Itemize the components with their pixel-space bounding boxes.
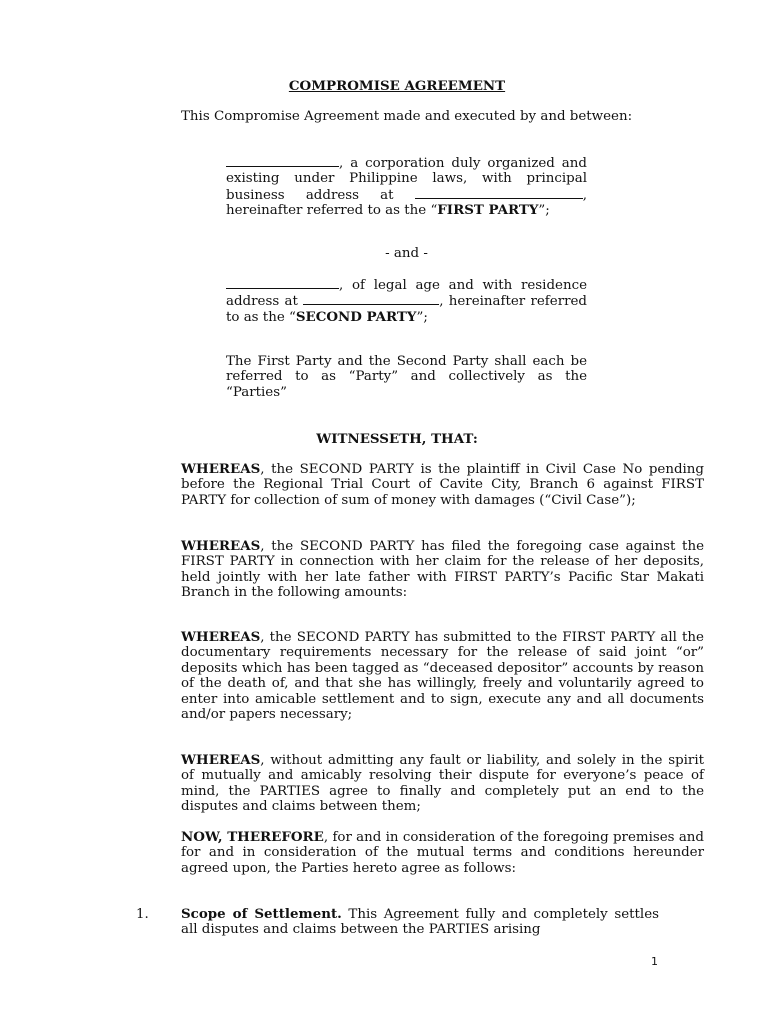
clause-text: This Agreement fully and completely settles all disputes and claims between the PARTIES arising — [181, 907, 659, 938]
whereas-text: , the SECOND PARTY is the plaintiff in Civil Case No pending before the Regional Trial Court of Cavite City, Branch 6 against FIRST PARTY for collection of sum of money with damages (“Civil Case”); — [181, 462, 704, 508]
parties-definition-text: The First Party and the Second Party shall each be referred to as “Party” and collectively as the “Parties” — [226, 354, 587, 400]
whereas-clause-4 — [136, 753, 704, 815]
second-party-referral: , hereinafter referred to as the “ — [226, 294, 587, 325]
first-party-paragraph — [226, 155, 587, 219]
whereas-label: WHEREAS — [181, 752, 261, 768]
now-therefore-text: , for and in consideration of the foregoing premises and for and in consideration of the mutual terms and conditions hereunder agreed upon, the Parties hereto agree as follows: — [181, 830, 704, 876]
whereas-label: WHEREAS — [181, 538, 261, 554]
witnesseth-heading: WITNESSETH, THAT: — [316, 431, 478, 447]
page-number: 1 — [651, 955, 658, 968]
whereas-text: , the SECOND PARTY has filed the foregoing case against the FIRST PARTY in connection with her claim for the release of her deposits, held jointly with her late father with FIRST PARTY’s Pacific Star Makati Branch in the following amounts: — [181, 539, 704, 601]
first-party-referral: , hereinafter referred to as the “ — [226, 187, 588, 219]
parties-definition — [226, 354, 587, 400]
first-party-name-blank — [226, 155, 339, 167]
whereas-clause-3 — [136, 630, 704, 722]
whereas-text: , without admitting any fault or liability, and solely in the spirit of mutually and amicably resolving their dispute for everyone’s peace of mind, the PARTIES agree to finally and completely put an end to the disputes and claims between them; — [181, 753, 704, 815]
and-divider: - and - — [385, 246, 428, 261]
whereas-label: WHEREAS — [181, 629, 261, 645]
first-party-address-blank — [415, 187, 583, 199]
clause-1-paragraph — [181, 907, 659, 938]
intro-text: This Compromise Agreement made and executed by and between: — [181, 109, 633, 124]
whereas-clause-2 — [136, 539, 704, 601]
second-party-label: SECOND PARTY — [295, 308, 417, 325]
whereas-label: WHEREAS — [181, 461, 261, 477]
second-party-name-blank — [226, 277, 339, 289]
clause-number: 1. — [136, 907, 149, 922]
now-therefore-label: NOW, THEREFORE — [181, 829, 324, 845]
clause-heading: Scope of Settlement. — [181, 906, 342, 922]
whereas-text: , the SECOND PARTY has submitted to the FIRST PARTY all the documentary requirements necessary for the release of said joint “or” deposits which has been tagged as “deceased depositor” accounts by reason of the death of, and that she has willingly, freely and voluntarily agreed to enter into amicable settlement and to sign, execute any and all documents and/or papers necessary; — [181, 630, 704, 723]
intro-paragraph — [136, 109, 704, 124]
whereas-clause-1 — [136, 462, 704, 508]
first-party-text: , a corporation duly organized and existing under Philippine laws, with principal business address at — [226, 156, 587, 203]
second-party-paragraph — [226, 277, 587, 325]
document-title: COMPROMISE AGREEMENT — [288, 78, 506, 94]
first-party-end: ”; — [538, 203, 550, 219]
second-party-text: , of legal age and with residence address at — [226, 278, 587, 310]
now-therefore-paragraph — [136, 830, 704, 876]
first-party-label: FIRST PARTY — [437, 202, 539, 219]
second-party-address-blank — [303, 293, 439, 305]
second-party-end: ”; — [416, 309, 428, 325]
